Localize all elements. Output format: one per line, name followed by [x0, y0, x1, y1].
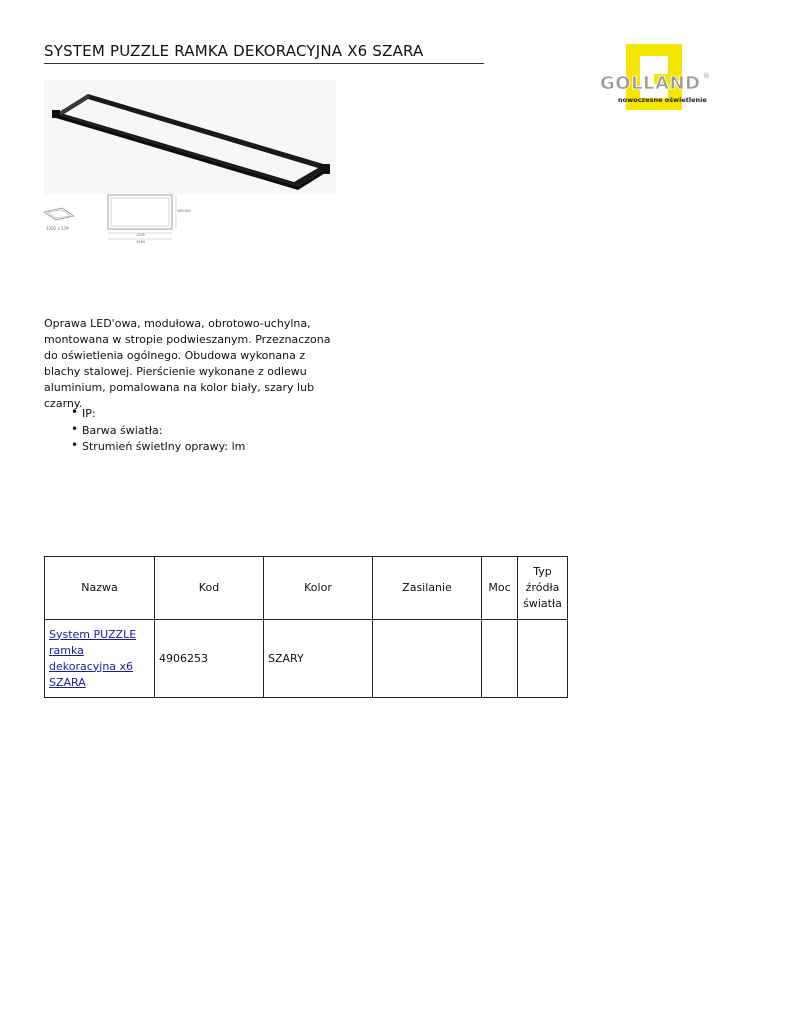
cell-kolor: SZARY	[264, 620, 373, 698]
cell-kod: 4906253	[155, 620, 264, 698]
header-nazwa: Nazwa	[45, 557, 155, 620]
header-typ-zrodla: Typ źródła światła	[518, 557, 568, 620]
header-zasilanie: Zasilanie	[373, 557, 482, 620]
spec-luminous-flux: • Strumień świetlny oprawy: lm	[70, 439, 245, 456]
header-moc: Moc	[482, 557, 518, 620]
logo-tagline: nowoczesne oświetlenie	[618, 96, 707, 104]
table-header-row	[45, 557, 568, 620]
small-perspective-sketch	[44, 208, 74, 220]
spec-list	[70, 406, 245, 456]
spec-ip: • IP:	[70, 406, 245, 423]
logo-brand: GOLLAND	[600, 73, 701, 94]
width-label-1: 1205	[136, 233, 145, 237]
logo-registered: ®	[703, 72, 710, 80]
small-dimension-label: 1202 x 179	[46, 226, 69, 231]
product-image	[44, 80, 336, 194]
product-table	[44, 556, 568, 698]
title-divider	[44, 63, 484, 64]
header-kolor: Kolor	[264, 557, 373, 620]
product-link[interactable]: System PUZZLE ramka dekoracyjna x6 SZARA	[49, 627, 137, 689]
spec-light-color: • Barwa światła:	[70, 423, 245, 440]
product-description: Oprawa LED'owa, modułowa, obrotowo-uchylna, montowana w stropie podwieszanym. Przeznaczona do oświetlenia ogólnego. Obudowa wykonana z blachy stalowej. Pierścienie wykonane z odlewu aluminium, pomalowana na kolor biały, szary lub czarny.	[44, 317, 331, 410]
cell-nazwa	[45, 620, 155, 698]
dimension-drawing	[40, 192, 200, 258]
width-label-2: 1264	[136, 240, 145, 244]
height-label-2: 180	[184, 209, 191, 213]
page-title: SYSTEM PUZZLE RAMKA DEKORACYJNA X6 SZARA	[44, 42, 424, 60]
cell-typ-zrodla	[518, 620, 568, 698]
header-kod: Kod	[155, 557, 264, 620]
table-row	[45, 620, 568, 698]
cell-moc	[482, 620, 518, 698]
golland-logo	[596, 42, 712, 114]
cell-zasilanie	[373, 620, 482, 698]
height-label-1: 180	[177, 209, 184, 213]
